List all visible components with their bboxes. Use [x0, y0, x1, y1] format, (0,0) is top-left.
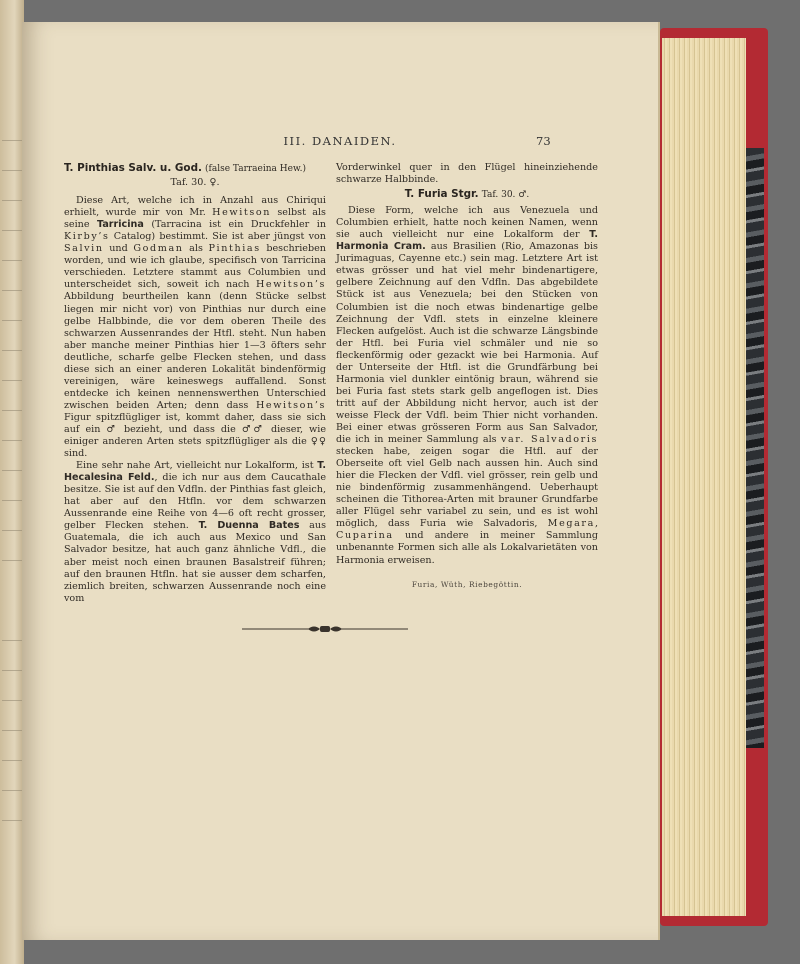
text-run: aus Brasilien (Rio, Amazonas bis Jurimaguas, Cayenne etc.) sein mag. Letztere Art ist etwas grösser und hat viel mehr bindenartigere, gelbere Zeichnung auf den Vdfln. Das abgebildete Stück ist aus Venezuela; bei den Stücken von Columbien ist die noch etwas bindenartige gelbe Zeichnung der Vdfl. stets in einzelne kleinere Flecken aufgelöst. Auch ist die schwarze Längsbinde der Htfl. bei Furia viel schmäler und nie so fleckenförmig oder gezackt wie bei Harmonia. Auf der Unterseite der Htfl. ist die Grundfärbung bei Harmonia viel dunkler eintönig braun, während sie bei Furia fast stets stark gelb angeflogen ist. Dies tritt auf der Abbildung nicht hervor, auch ist der weisse Fleck der Vdfl. beim Thier nicht vorhanden. Bei einer etwas grösseren Form aus San Salvador, die ich in meiner Sammlung als: [336, 241, 598, 446]
text-run: selbst als seine: [64, 207, 326, 231]
paragraph: [64, 460, 326, 605]
text-run: Diese Art, welche ich in Anzahl aus Chiriqui erhielt, wurde mir von Mr.: [64, 195, 326, 219]
emphasized-run: Godman: [133, 243, 184, 255]
species-title-note: (false Tarraeina Hew.): [205, 164, 306, 174]
text-run: und andere in meiner Sammlung unbenannte Formen sich alle als Lokalvarietäten von Harmonia erweisen.: [336, 530, 598, 566]
paragraph: [64, 195, 326, 460]
emphasized-run: T. Harmonia Cram.: [336, 229, 598, 253]
emphasized-run: Hewitson: [212, 207, 272, 219]
species-heading-furia: [336, 188, 598, 201]
species-heading-pinthias: [64, 162, 326, 175]
text-run: ,: [594, 518, 598, 530]
text-run: stecken habe, zeigen sogar die Htfl. auf der Oberseite oft viel Gelb nach aussen hin. Auch sind hier die Flecken der Vdfl. viel grösser, rein gelb und nie bindenförmig zusammenhängend. Ueberhaupt scheinen die Tithorea-Arten mit brauner Grundfarbe aller Flügel sehr variabel zu sein, und es ist wohl möglich, dass Furia wie Salvadoris,: [336, 446, 598, 530]
footnote: Furia, Wüth, Riebegöttin.: [411, 579, 523, 589]
end-ornament: [242, 624, 408, 634]
text-run: Catalog) bestimmt. Sie ist aber jüngst von: [109, 231, 326, 243]
text-run: aus Guatemala, die ich auch aus Mexico und San Salvador besitze, hat auch ganz ähnliche Vdfl., die aber meist noch einen braunen Basalstreif führen; auf den braunen Htfln. hat sie ausser dem scharfen, ziemlich breiten, schwarzen Aussenrande noch eine vom: [64, 520, 327, 604]
page-number: 73: [536, 134, 551, 148]
emphasized-run: Pinthias: [208, 243, 261, 255]
book-cover-edge: [660, 28, 768, 926]
emphasized-run: Kirby’s: [64, 231, 110, 243]
plate-reference: Taf. 30. ♂.: [481, 190, 530, 201]
text-run: Eine sehr nahe Art, vielleicht nur Lokalform, ist: [76, 460, 318, 472]
running-title: III. DANAIDEN.: [283, 134, 397, 148]
emphasized-run: Hewitson’s: [255, 399, 326, 411]
species-title: T. Furia Stgr.: [404, 188, 479, 201]
text-run: Diese Form, welche ich aus Venezuela und Columbien erhielt, hatte noch keinen Namen, wenn sie auch vielleicht nur eine Lokalform der: [336, 205, 598, 241]
emphasized-run: Megara: [547, 518, 595, 530]
emphasized-run: T. Hecalesina Feld.: [64, 460, 326, 484]
text-run: , die ich nur aus dem Caucathale besitze. Sie ist auf den Vdfln. der Pinthias fast gleich, hat aber auf den Htfln. vor dem schwarzen Aussenrande eine Reihe von 4—6 oft recht grosser, gelber Flecken stehen.: [64, 472, 326, 532]
emphasized-run: Tarricina: [97, 219, 144, 231]
text-run: als: [183, 243, 209, 255]
page-block: [662, 38, 746, 916]
paragraph: [336, 205, 598, 566]
emphasized-run: Hewitson’s: [255, 279, 326, 291]
left-column: [64, 162, 326, 605]
right-column: [336, 162, 598, 591]
emphasized-run: var. Salvadoris: [500, 434, 599, 446]
text-run: Abbildung beurtheilen kann (denn Stücke selbst liegen mir nicht vor) von Pinthias nur durch eine gelbe Halbbinde, die vor dem oberen Theile des schwarzen Aussenrandes der Htfl. steht. Nun haben aber manche meiner Pinthias hier 1—3 öfters sehr deutliche, scharfe gelbe Flecken stehen, und dass diese sich an einer anderen Lokalität bindenförmig vereinigen, wäre keineswegs auffallend. Sonst entdecke ich keinen nennenswerthen Unterschied zwischen beiden Arten; denn dass: [64, 291, 326, 411]
facing-page-edge: [0, 0, 24, 964]
text-run: (Tarracina ist ein Druckfehler in: [143, 219, 326, 231]
species-title: T. Pinthias Salv. u. God.: [64, 162, 202, 174]
emphasized-run: T. Duenna Bates: [198, 520, 300, 532]
book-page: [22, 22, 658, 940]
text-run: beschrieben worden, und wie ich glaube, specifisch von Tarricina verschieden. Letztere stammt aus Columbien und unterscheidet sich, soweit ich nach: [64, 243, 326, 291]
emphasized-run: Salvin: [64, 243, 104, 255]
text-run: und: [103, 243, 134, 255]
text-run: Figur spitzflügliger ist, kommt daher, dass sie sich auf ein ♂ bezieht, und dass die ♂♂ dieser, wie einiger anderen Arten stets spitzflügliger als die ♀♀ sind.: [64, 411, 326, 460]
plate-reference: Taf. 30. ♀.: [170, 177, 220, 189]
emphasized-run: Cuparina: [336, 530, 394, 542]
paragraph: Vorderwinkel quer in den Flügel hineinziehende schwarze Halbbinde.: [336, 162, 598, 186]
